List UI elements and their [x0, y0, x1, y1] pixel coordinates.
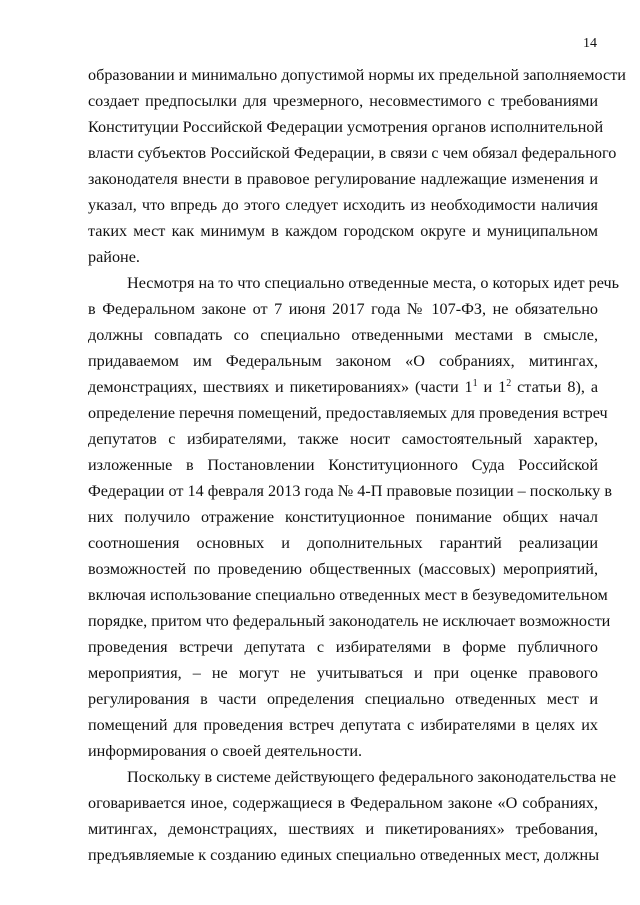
text-line: Несмотря на то что специально отведенные места, о которых идет речь — [127, 274, 620, 292]
page-number: 14 — [583, 36, 597, 51]
text-line: Поскольку в системе действующего федерального законодательства не — [127, 768, 617, 786]
text-line: информирования о своей деятельности. — [88, 742, 363, 760]
text-line: оговаривается иное, содержащиеся в Федеральном законе «О собраниях, — [88, 794, 598, 812]
text-line: определение перечня помещений, предоставляемых для проведения встреч — [88, 404, 608, 422]
text-line: Конституции Российской Федерации усмотрения органов исполнительной — [88, 118, 604, 136]
superscript: 2 — [506, 378, 512, 389]
text-line: должны совпадать со специально отведенными местами в смысле, — [88, 326, 598, 344]
text-segment: демонстрациях, шествиях и пикетированиях» (части 1 — [88, 378, 473, 396]
text-line: помещений для проведения встреч депутата с избирателями в целях их — [88, 716, 598, 734]
paragraph — [88, 764, 617, 868]
text-line: включая использование специально отведенных мест в безуведомительном — [88, 586, 608, 604]
text-line: Федерации от 14 февраля 2013 года № 4-П правовые позиции – поскольку в — [88, 482, 612, 500]
text-line: изложенные в Постановлении Конституционного Суда Российской — [88, 456, 598, 474]
paragraph — [88, 270, 620, 764]
text-line: мероприятия, – не могут не учитываться и при оценке правового — [88, 664, 598, 682]
document-body — [88, 62, 626, 868]
text-line: в Федеральном законе от 7 июня 2017 года № 107-ФЗ, не обязательно — [88, 300, 598, 318]
text-line: таких мест как минимум в каждом городском округе и муниципальном — [88, 222, 598, 240]
text-line: создает предпосылки для чрезмерного, несовместимого с требованиями — [88, 92, 598, 110]
text-line: образовании и минимально допустимой нормы их предельной заполняемости — [88, 66, 626, 84]
text-line: возможностей по проведению общественных (массовых) мероприятий, — [88, 560, 598, 578]
text-line: митингах, демонстрациях, шествиях и пикетированиях» требования, — [88, 820, 598, 838]
text-line — [88, 374, 598, 400]
text-line: порядке, притом что федеральный законодатель не исключает возможности — [88, 612, 611, 630]
superscript: 1 — [472, 378, 478, 389]
text-line: соотношения основных и дополнительных гарантий реализации — [88, 534, 598, 552]
paragraph — [88, 62, 626, 270]
text-line: указал, что впредь до этого следует исходить из необходимости наличия — [88, 196, 598, 214]
text-line: депутатов с избирателями, также носит самостоятельный характер, — [88, 430, 598, 448]
text-segment: и 1 — [477, 378, 507, 396]
text-line: районе. — [88, 248, 140, 266]
text-line: законодателя внести в правовое регулирование надлежащие изменения и — [88, 170, 598, 188]
text-line: регулирования в части определения специально отведенных мест и — [88, 690, 598, 708]
text-line: них получило отражение конституционное понимание общих начал — [88, 508, 598, 526]
text-segment: статьи 8), а — [511, 378, 598, 396]
text-line: предъявляемые к созданию единых специально отведенных мест, должны — [88, 846, 600, 864]
text-line: придаваемом им Федеральным законом «О собраниях, митингах, — [88, 352, 598, 370]
text-line: власти субъектов Российской Федерации, в связи с чем обязал федерального — [88, 144, 617, 162]
text-line: проведения встречи депутата с избирателями в форме публичного — [88, 638, 598, 656]
